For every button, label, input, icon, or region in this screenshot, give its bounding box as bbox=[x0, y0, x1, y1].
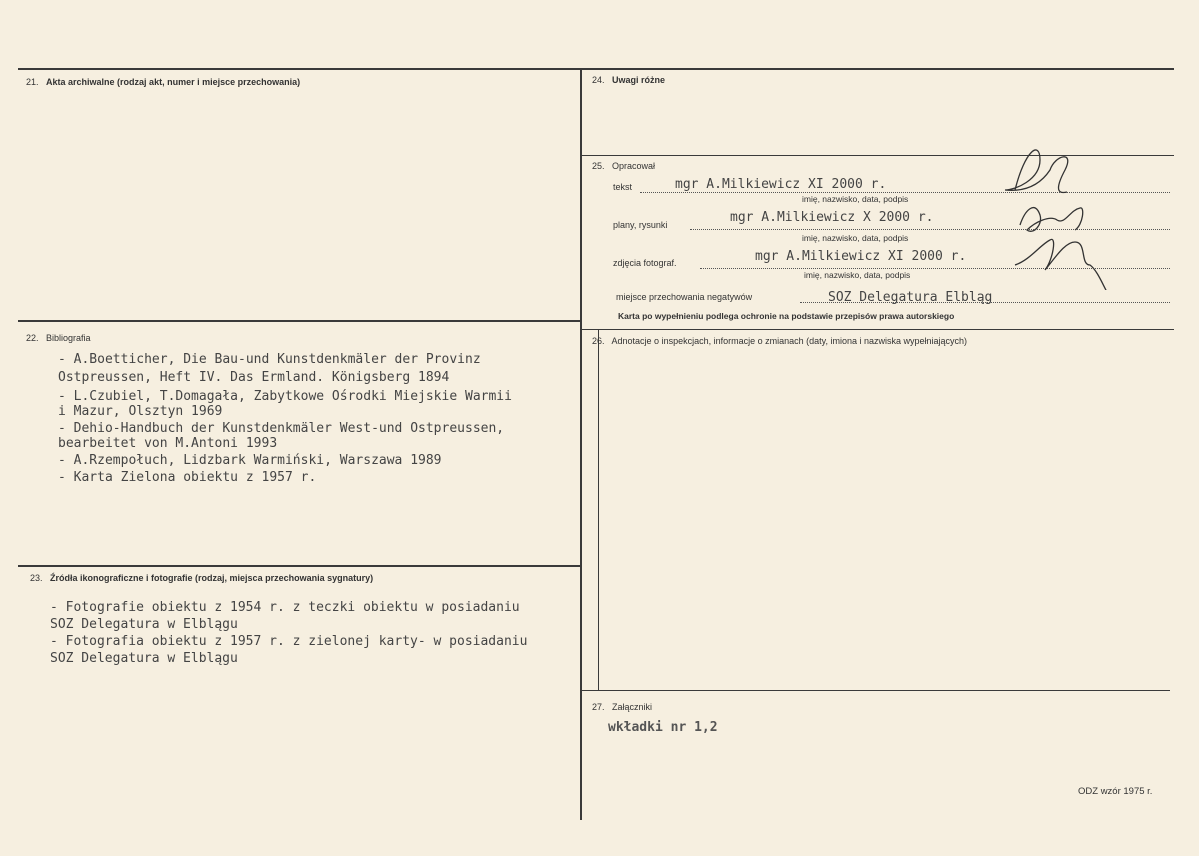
bibliography-line: - L.Czubiel, T.Domagała, Zabytkowe Ośrodki Miejskie Warmii bbox=[58, 389, 512, 404]
section-22-title: Bibliografia bbox=[46, 333, 91, 343]
iconography-line: - Fotografia obiektu z 1957 r. z zielonej karty- w posiadaniu bbox=[50, 634, 528, 649]
attachments-value: wkładki nr 1,2 bbox=[608, 720, 718, 735]
zdjecia-label: zdjęcia fotograf. bbox=[613, 258, 677, 268]
rule-26-27 bbox=[582, 690, 1170, 691]
divider-26-27 bbox=[598, 330, 599, 690]
plany-sublabel: imię, nazwisko, data, podpis bbox=[802, 233, 909, 243]
section-27-number: 27. bbox=[592, 702, 605, 712]
bibliography-line: bearbeitet von M.Antoni 1993 bbox=[58, 436, 278, 451]
bibliography-line: - A.Boetticher, Die Bau-und Kunstdenkmäler der Provinz bbox=[58, 352, 481, 367]
plany-label: plany, rysunki bbox=[613, 220, 668, 230]
section-27-title: Załączniki bbox=[612, 702, 653, 712]
bibliography-line: i Mazur, Olsztyn 1969 bbox=[58, 404, 223, 419]
rule-25-26 bbox=[582, 329, 1174, 330]
section-22-label bbox=[26, 333, 91, 343]
center-divider bbox=[580, 70, 582, 820]
section-26-title: Adnotacje o inspekcjach, informacje o zmianach (daty, imiona i nazwiska wypełniających) bbox=[611, 336, 968, 346]
zdjecia-sublabel: imię, nazwisko, data, podpis bbox=[804, 270, 911, 280]
section-21-title: Akta archiwalne (rodzaj akt, numer i miejsce przechowania) bbox=[46, 77, 301, 87]
section-24-label bbox=[592, 75, 665, 85]
negatives-location-value: SOZ Delegatura Elbląg bbox=[828, 290, 993, 305]
section-26-label bbox=[592, 336, 967, 346]
plany-value: mgr A.Milkiewicz X 2000 r. bbox=[730, 210, 934, 225]
tekst-value: mgr A.Milkiewicz XI 2000 r. bbox=[675, 177, 887, 192]
section-27-label bbox=[592, 702, 652, 712]
iconography-line: SOZ Delegatura w Elblągu bbox=[50, 617, 238, 632]
section-21-label bbox=[26, 77, 300, 87]
section-25-number: 25. bbox=[592, 161, 605, 171]
bibliography-line: - Dehio-Handbuch der Kunstdenkmäler West-und Ostpreussen, bbox=[58, 421, 505, 436]
rule-21-22 bbox=[18, 320, 580, 322]
copyright-note: Karta po wypełnieniu podlega ochronie na podstawie przepisów prawa autorskiego bbox=[618, 311, 955, 321]
bibliography-line: - A.Rzempołuch, Lidzbark Warmiński, Warszawa 1989 bbox=[58, 453, 442, 468]
iconography-line: SOZ Delegatura w Elblągu bbox=[50, 651, 238, 666]
section-24-number: 24. bbox=[592, 75, 605, 85]
section-25-title: Opracował bbox=[612, 161, 656, 171]
section-25-label bbox=[592, 161, 655, 171]
section-23-title: Źródła ikonograficzne i fotografie (rodzaj, miejsca przechowania sygnatury) bbox=[50, 573, 374, 583]
section-26-number: 26. bbox=[592, 336, 605, 346]
section-24-title: Uwagi różne bbox=[612, 75, 666, 85]
section-23-label bbox=[30, 573, 373, 583]
top-rule bbox=[18, 68, 1174, 70]
tekst-label: tekst bbox=[613, 182, 633, 192]
rule-22-23 bbox=[18, 565, 580, 567]
section-22-number: 22. bbox=[26, 333, 39, 343]
bibliography-line: - Karta Zielona obiektu z 1957 r. bbox=[58, 470, 317, 485]
form-version-footer: ODZ wzór 1975 r. bbox=[1078, 786, 1153, 797]
tekst-sublabel: imię, nazwisko, data, podpis bbox=[802, 194, 909, 204]
signature-mark bbox=[995, 130, 1115, 290]
bibliography-line: Ostpreussen, Heft IV. Das Ermland. Königsberg 1894 bbox=[58, 370, 450, 385]
iconography-line: - Fotografie obiektu z 1954 r. z teczki obiektu w posiadaniu bbox=[50, 600, 520, 615]
negatives-location-label: miejsce przechowania negatywów bbox=[616, 292, 753, 302]
section-21-number: 21. bbox=[26, 77, 39, 87]
section-23-number: 23. bbox=[30, 573, 43, 583]
zdjecia-value: mgr A.Milkiewicz XI 2000 r. bbox=[755, 249, 967, 264]
